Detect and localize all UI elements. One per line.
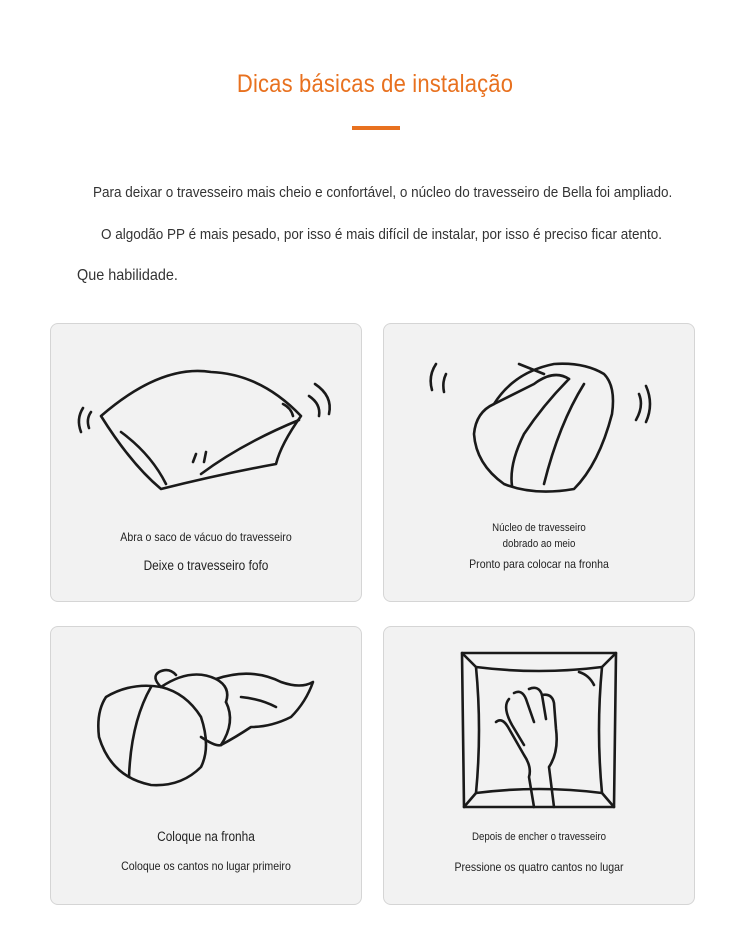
intro-line-3: Que habilidade.: [77, 267, 178, 284]
step-2-caption-1b: dobrado ao meio: [502, 538, 576, 550]
step-1-caption-2: Deixe o travesseiro fofo: [143, 558, 269, 573]
step-4-caption-1: Depois de encher o travesseiro: [472, 831, 606, 843]
step-2-caption-1: Núcleo de travesseiro: [492, 522, 586, 534]
step-4-caption-2: Pressione os quatro cantos no lugar: [454, 860, 624, 874]
step-card-2: [383, 323, 695, 602]
pillow-folded-icon: [384, 324, 696, 514]
hand-press-pillow-icon: [384, 627, 696, 817]
step-2-caption-2: Pronto para colocar na fronha: [469, 557, 609, 571]
intro-line-1: Para deixar o travesseiro mais cheio e confortável, o núcleo do travesseiro de Bella foi ampliado.: [93, 184, 673, 201]
step-1-caption-1: Abra o saco de vácuo do travesseiro: [120, 530, 292, 544]
step-3-caption-1: Coloque na fronha: [157, 829, 255, 844]
step-card-3: [50, 626, 362, 905]
step-card-1: [50, 323, 362, 602]
step-card-4: [383, 626, 695, 905]
pillow-bag-open-icon: [51, 324, 363, 514]
page-title: Dicas básicas de instalação: [236, 70, 514, 98]
title-underline: [352, 126, 400, 130]
step-3-caption-2: Coloque os cantos no lugar primeiro: [121, 859, 291, 873]
intro-line-2: O algodão PP é mais pesado, por isso é mais difícil de instalar, por isso é preciso ficar atento.: [101, 226, 663, 243]
pillow-into-case-icon: [51, 627, 363, 817]
